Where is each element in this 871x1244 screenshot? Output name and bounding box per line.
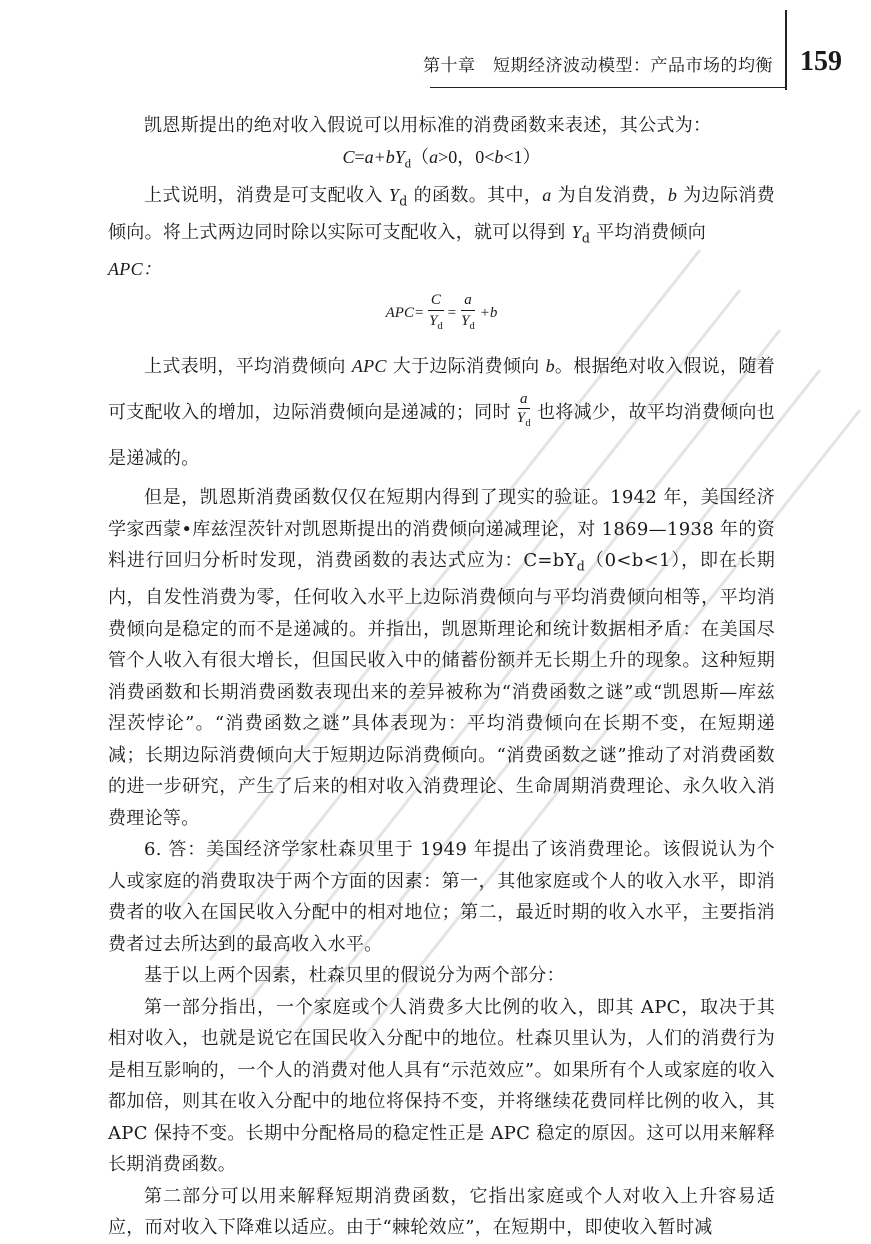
running-title: 第十章 短期经济波动模型：产品市场的均衡 xyxy=(423,56,773,76)
paragraph-3: 上式表明，平均消费倾向 APC 大于边际消费倾向 b。根据绝对收入假说，随着可支配收入的增加，边际消费倾向是递减的；同时 $\frac{a}{Y_d}$ 也将减少，故平均消费倾向也是递减的。 xyxy=(108,356,775,470)
fraction-c-over-yd: $\frac{C}{Y_d}$ xyxy=(429,291,443,332)
paragraph-6: 基于以上两个因素，杜森贝里的假说分为两个部分： xyxy=(144,965,565,987)
formula-consumption-function: $C=a+bY_d(a>0$，0<b<1） xyxy=(342,146,541,171)
fraction-a-over-yd: $\frac{a}{Y_d}$ xyxy=(461,291,475,332)
page-number: 159 xyxy=(800,46,842,77)
header-vertical-rule xyxy=(785,10,787,90)
header-horizontal-rule xyxy=(430,87,787,88)
paragraph-2-tail: APC： xyxy=(108,258,162,279)
paragraph-5: 6. 答：美国经济学家杜森贝里于 1949 年提出了该消费理论。该假说认为个人或家庭的消费取决于两个方面的因素：第一，其他家庭或个人的收入水平，即消费者的收入在国民收入分配中的相对地位；第二，最近时期的收入水平，主要指消费者过去所达到的最高收入水平。 xyxy=(108,839,775,955)
paragraph-7: 第一部分指出，一个家庭或个人消费多大比例的收入，即其 APC，取决于其相对收入，也就是说它在国民收入分配中的地位。杜森贝里认为，人们的消费行为是相互影响的，一个人的消费对他人具有“示范效应”。如果所有个人或家庭的收入都加倍，则其在收入分配中的地位将保持不变，并将继续花费同样比例的收入，其 APC 保持不变。长期中分配格局的稳定性正是 APC 稳定的原因。这可以用来解释长期消费函数。 xyxy=(108,996,775,1176)
paragraph-8: 第二部分可以用来解释短期消费函数，它指出家庭或个人对收入上升容易适应，而对收入下降难以适应。由于“棘轮效应”，在短期中，即使收入暂时减 xyxy=(108,1185,775,1239)
paragraph-4: 但是，凯恩斯消费函数仅仅在短期内得到了现实的验证。1942 年，美国经济学家西蒙•库兹涅茨针对凯恩斯提出的消费倾向递减理论，对 1869—1938 年的资料进行回归分析时发现，消费函数的表达式应为：$C=bY_d(0<b<1)$，即在长期内，自发性消费为零，任何收入水平上边际消费倾向与平均消费倾向相等，平均消费倾向是稳定的而不是递减的。并指出，凯恩斯理论和统计数据相矛盾：在美国尽管个人收入有很大增长，但国民收入中的储蓄份额并无长期上升的现象。这种短期消费函数和长期消费函数表现出来的差异被称为“消费函数之谜”或“凯恩斯—库兹涅茨悖论”。“消费函数之谜”具体表现为：平均消费倾向在长期不变，在短期递减；长期边际消费倾向大于短期边际消费倾向。“消费函数之谜”推动了对消费函数的进一步研究，产生了后来的相对收入消费理论、生命周期消费理论、永久收入消费理论等。 xyxy=(108,487,775,829)
page-body xyxy=(108,110,775,1244)
paragraph-2: 上式说明，消费是可支配收入 $Y_d$ 的函数。其中，a 为自发消费，b 为边际消费倾向。将上式两边同时除以实际可支配收入，就可以得到 $Y_d$ 平均消费倾向 xyxy=(108,184,776,246)
inline-fraction-a-over-yd: $\frac{a}{Y_d}$ xyxy=(516,390,531,429)
formula-apc: APC= $\frac{C}{Y_d}$ = $\frac{a}{Y_d}$ +b xyxy=(108,287,775,339)
paragraph-1: 凯恩斯提出的绝对收入假说可以用标准的消费函数来表述，其公式为： xyxy=(144,115,712,136)
